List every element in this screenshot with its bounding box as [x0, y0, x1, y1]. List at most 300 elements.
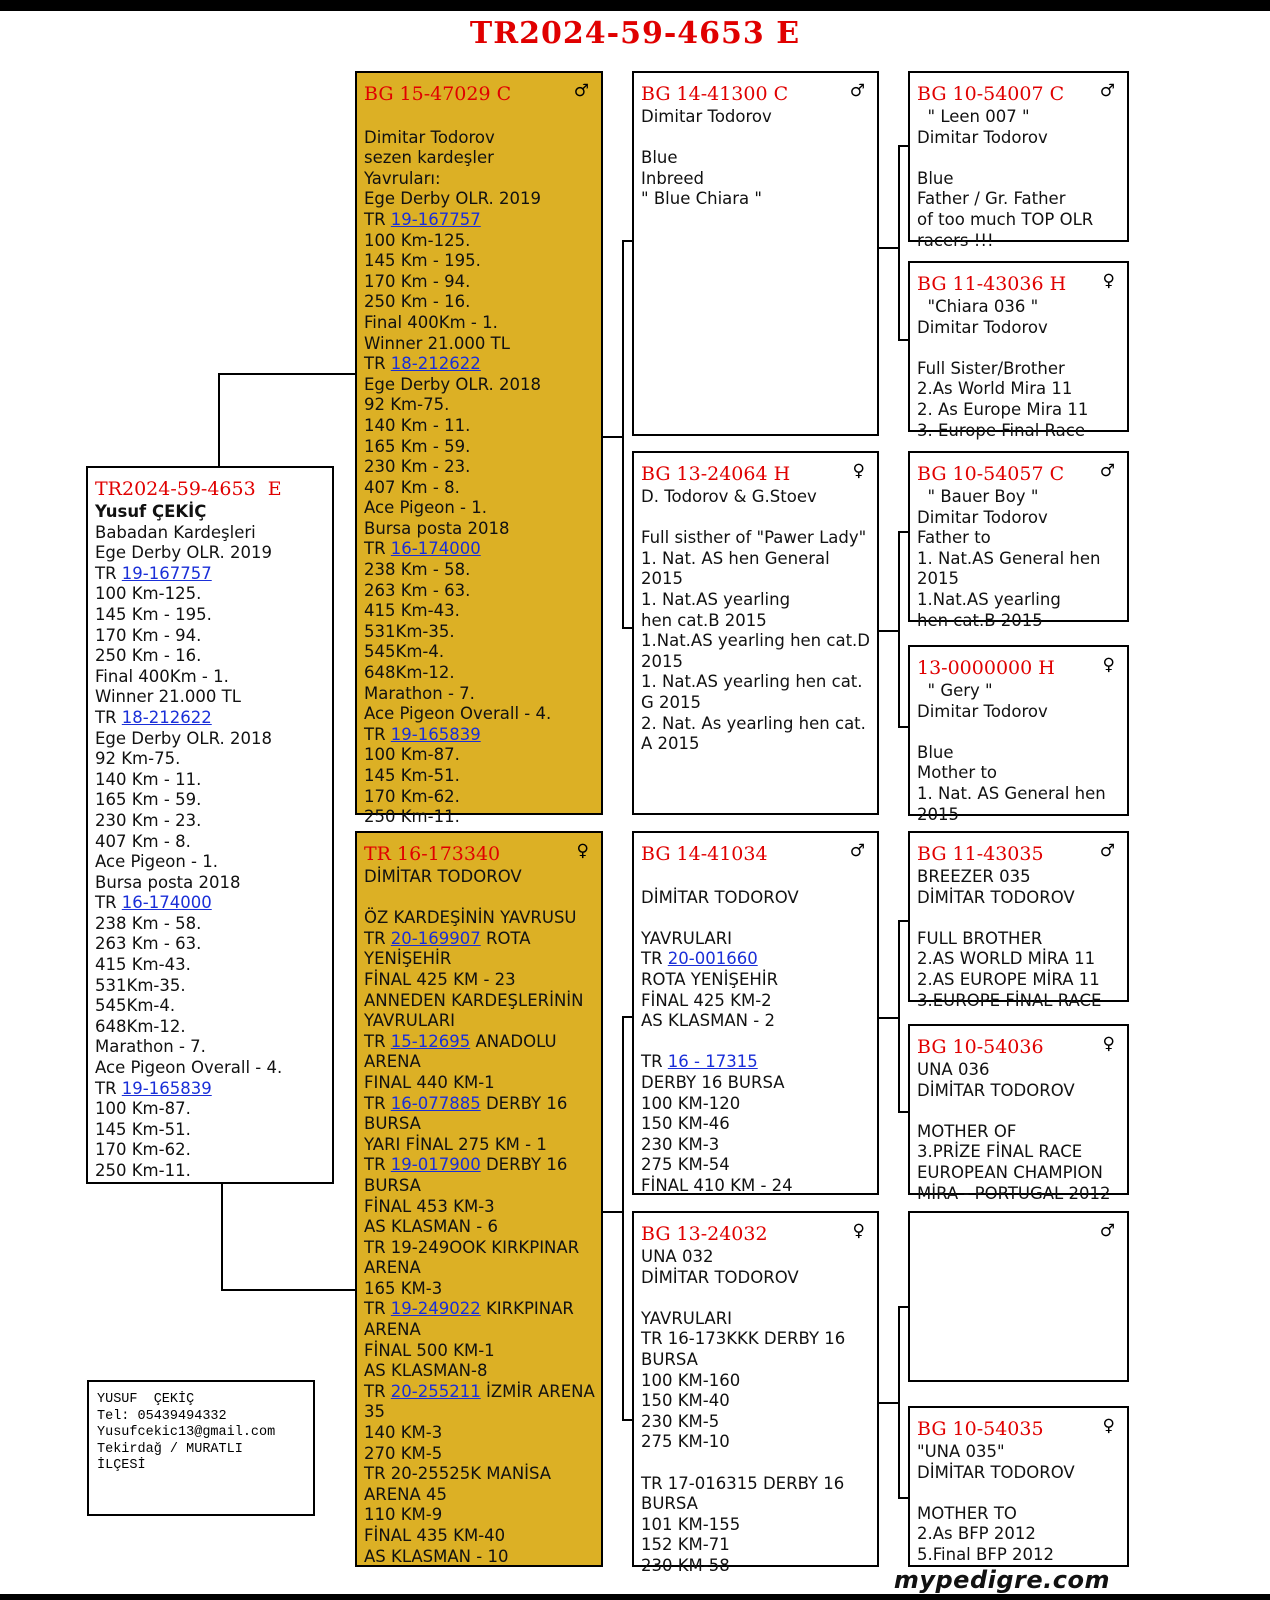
note-line: D. Todorov & G.Stoev	[641, 487, 817, 506]
ring-number: BG 10-54035	[917, 1418, 1044, 1440]
ring-number: TR2024-59-4653 E	[95, 478, 282, 500]
note-line	[641, 1453, 871, 1474]
note-line: 263 Km - 63.	[364, 580, 471, 600]
note-line	[364, 929, 595, 950]
subject-card[interactable]	[86, 466, 334, 1184]
connector	[602, 1211, 622, 1213]
note-line: Ace Pigeon - 1.	[364, 498, 488, 518]
connector	[878, 1017, 898, 1019]
note-line: 415 Km-43.	[364, 601, 460, 621]
connector	[898, 145, 908, 147]
note-line: YAVRULARI	[364, 1011, 456, 1031]
pedigree-notes	[641, 1247, 871, 1577]
note-line: Full sisther of "Pawer Lady"	[641, 528, 867, 548]
bottom-border	[0, 1594, 1270, 1600]
note-line	[641, 867, 871, 888]
note-line: 230 KM-58	[641, 1555, 730, 1575]
ring-link[interactable]: 20-169907	[390, 928, 481, 948]
pedigree-notes	[917, 1060, 1121, 1204]
ring-prefix: TR	[364, 1031, 391, 1051]
note-line: 531Km-35.	[95, 975, 186, 995]
pedigree-title: TR2024-59-4653 E	[469, 16, 801, 51]
note-line: 140 KM-3	[364, 1423, 443, 1443]
note-line: 3.PRİZE FİNAL RACE	[917, 1142, 1083, 1162]
male-icon: ♂	[1099, 841, 1115, 861]
note-line: 2015	[641, 569, 683, 589]
note-line: 1. Nat. AS hen General	[641, 548, 830, 568]
ring-prefix: TR	[364, 354, 391, 374]
note-line: 2.AS EUROPE MİRA 11	[917, 969, 1100, 989]
sire-sire-sire-card[interactable]	[908, 71, 1129, 250]
note-line: " Leen 007 "	[917, 107, 1030, 126]
note-line: 150 KM-40	[641, 1391, 730, 1411]
ring-prefix: TR	[364, 1155, 391, 1175]
note-line	[364, 1032, 595, 1053]
note-line: DİMİTAR TODOROV	[917, 887, 1075, 907]
contact-email: Yusufcekic13@gmail.com	[97, 1425, 276, 1440]
note-suffix: İZMİR ARENA	[480, 1381, 595, 1401]
ring-prefix: TR	[364, 724, 391, 744]
pedigree-notes	[917, 1442, 1121, 1566]
connector	[622, 240, 624, 628]
ring-number: BG 10-54007 C	[917, 83, 1065, 105]
female-icon: ♀	[852, 1221, 865, 1241]
ring-number: BG 13-24032	[641, 1223, 768, 1245]
note-line	[364, 210, 595, 231]
connector	[898, 339, 908, 341]
connector	[898, 531, 900, 727]
note-line	[641, 128, 871, 149]
ring-prefix: TR	[364, 1093, 391, 1113]
note-line: " Bauer Boy "	[917, 487, 1039, 506]
note-line: 250 Km-11.	[364, 807, 460, 827]
note-line: 2015	[917, 569, 959, 589]
ring-prefix: TR	[641, 949, 668, 969]
note-line: Dimitar Todorov	[917, 317, 1048, 337]
ring-link[interactable]: 18-212622	[390, 354, 481, 374]
connector	[898, 726, 908, 728]
note-line: ARENA	[364, 1258, 421, 1278]
note-line: Final 400Km - 1.	[95, 666, 229, 686]
note-line: 101 KM-155	[641, 1514, 741, 1534]
note-line: 92 Km-75.	[95, 749, 181, 769]
note-line: 263 Km - 63.	[95, 934, 202, 954]
note-line: Marathon - 7.	[364, 683, 475, 703]
note-line	[364, 354, 595, 375]
dam-sire-dam-card[interactable]	[908, 1024, 1129, 1203]
note-line	[917, 1101, 1121, 1122]
note-line: Yavruları:	[364, 168, 441, 188]
sire-dam-dam-card[interactable]	[908, 645, 1129, 824]
note-line: Dimitar Todorov	[917, 127, 1048, 147]
note-line: 270 KM-5	[364, 1443, 443, 1463]
ring-prefix: TR	[95, 1078, 122, 1098]
note-line: DERBY 16 BURSA	[641, 1072, 785, 1092]
note-line: AS KLASMAN - 6	[364, 1217, 498, 1237]
note-line	[364, 1382, 595, 1403]
note-line: UNA 032	[641, 1247, 714, 1266]
dam-dam-sire-card[interactable]	[908, 1211, 1129, 1382]
note-line	[364, 888, 595, 909]
note-line: hen cat.B 2015	[917, 610, 1043, 630]
note-line: ARENA	[364, 1320, 421, 1340]
note-line: ANNEDEN KARDEŞLERİNİN	[364, 990, 584, 1010]
sire-dam-sire-card[interactable]	[908, 451, 1129, 630]
note-line: 407 Km - 8.	[95, 831, 191, 851]
note-line: 3.EUROPE FİNAL RACE	[917, 990, 1102, 1010]
male-icon: ♂	[849, 841, 865, 861]
ring-prefix: TR	[95, 893, 122, 913]
note-line: 250 Km - 16.	[95, 646, 202, 666]
ring-link[interactable]: 16-077885	[390, 1093, 481, 1113]
ring-link[interactable]: 20-255211	[390, 1381, 481, 1401]
pedigree-notes	[641, 107, 871, 210]
sire-card[interactable]	[355, 71, 603, 827]
note-line: FİNAL 435 KM-40	[364, 1526, 506, 1545]
note-line: 275 KM-10	[641, 1432, 730, 1452]
note-line: ROTA YENİŞEHİR	[641, 969, 779, 989]
note-line: 250 Km - 16.	[364, 292, 471, 312]
note-line: 230 Km - 23.	[364, 457, 471, 477]
note-line: DİMİTAR TODOROV	[917, 1462, 1075, 1482]
ring-number	[917, 1223, 1121, 1247]
note-line: ARENA 45	[364, 1484, 448, 1504]
connector	[898, 1111, 908, 1113]
note-line: Dimitar Todorov	[364, 127, 495, 147]
note-line	[641, 1288, 871, 1309]
ring-link[interactable]: 19-249022	[390, 1299, 481, 1319]
connector	[622, 1419, 632, 1421]
contact-card	[87, 1380, 315, 1516]
ring-number: BG 15-47029 C	[364, 83, 512, 105]
note-line: " Gery "	[917, 681, 993, 700]
connector	[622, 240, 632, 242]
note-line: 531Km-35.	[364, 621, 455, 641]
note-line: 35	[364, 1402, 385, 1422]
note-line: YARI FİNAL 275 KM - 1	[364, 1134, 547, 1154]
note-line: BURSA	[641, 1494, 698, 1514]
note-line: AS KLASMAN - 10	[364, 1546, 509, 1566]
ring-number: TR 16-173340	[364, 843, 501, 865]
note-line: 407 Km - 8.	[364, 477, 460, 497]
pedigree-notes	[917, 681, 1121, 825]
note-line: 2. Nat. As yearling hen cat.	[641, 713, 866, 733]
note-line: 1. Nat.AS General hen	[917, 548, 1101, 568]
note-line: Father / Gr. Father	[917, 189, 1066, 209]
note-line: 5.Final BFP 2012	[917, 1544, 1055, 1564]
note-line: FINAL 440 KM-1	[364, 1072, 495, 1092]
note-line: Father to	[917, 528, 991, 548]
note-line: 170 Km-62.	[364, 786, 460, 806]
note-suffix: ROTA	[480, 928, 531, 948]
female-icon: ♀	[1102, 655, 1115, 675]
note-line: 1. Nat.AS yearling hen cat.	[641, 672, 863, 692]
ring-number: 13-0000000 H	[917, 657, 1055, 679]
note-line: BREEZER 035	[917, 867, 1031, 886]
ring-number: BG 13-24064 H	[641, 463, 791, 485]
note-line: Mother to	[917, 763, 998, 783]
note-suffix: ANADOLU	[470, 1031, 557, 1051]
note-line	[95, 564, 326, 585]
ring-prefix: TR	[95, 563, 122, 583]
ring-prefix: TR	[364, 1381, 391, 1401]
note-suffix: DERBY 16	[480, 1155, 568, 1175]
note-line	[641, 1032, 871, 1053]
note-line	[917, 148, 1121, 169]
note-line: A 2015	[641, 734, 700, 754]
note-line: sezen kardeşler	[364, 148, 494, 168]
note-line: Ege Derby OLR. 2019	[95, 543, 272, 563]
connector	[898, 145, 900, 340]
note-line: 165 Km - 59.	[95, 790, 202, 810]
note-line: 170 Km - 94.	[95, 625, 202, 645]
note-line: "UNA 035"	[917, 1442, 1005, 1461]
pedigree-notes	[364, 107, 595, 828]
connector	[622, 1016, 632, 1018]
connector	[622, 1016, 624, 1420]
note-line: YAVRULARI	[641, 1308, 733, 1328]
ring-prefix: TR	[364, 209, 391, 229]
note-line: 100 Km-87.	[364, 745, 460, 765]
note-line: 100 KM-120	[641, 1093, 741, 1113]
note-line: Babadan Kardeşleri	[95, 522, 256, 542]
ring-number: BG 10-54057 C	[917, 463, 1065, 485]
note-line: ARENA	[364, 1052, 421, 1072]
note-suffix: KIRKPINAR	[480, 1299, 574, 1319]
note-line: DİMİTAR TODOROV	[917, 1080, 1075, 1100]
sire-sire-card[interactable]	[632, 71, 879, 436]
female-icon: ♀	[576, 841, 589, 861]
note-line	[917, 908, 1121, 929]
note-line: 545Km-4.	[95, 996, 176, 1016]
note-line	[917, 338, 1121, 359]
connector	[218, 373, 220, 468]
note-line: 230 Km - 23.	[95, 810, 202, 830]
note-line: G 2015	[641, 692, 702, 712]
ring-link[interactable]: 16-174000	[121, 893, 212, 913]
note-line: BURSA	[641, 1349, 698, 1369]
note-line: YENİŞEHİR	[364, 949, 452, 969]
note-line: Ege Derby OLR. 2018	[95, 728, 272, 748]
sire-sire-dam-card[interactable]	[908, 261, 1129, 440]
note-line: 230 KM-5	[641, 1411, 720, 1431]
ring-number: BG 14-41300 C	[641, 83, 789, 105]
watermark: mypedigre.com	[893, 1566, 1110, 1594]
connector	[622, 627, 632, 629]
note-line: 1.Nat.AS yearling	[917, 589, 1061, 609]
connector	[898, 1497, 908, 1499]
note-line: 1. Nat.AS yearling	[641, 589, 791, 609]
note-line	[917, 722, 1121, 743]
dam-dam-card[interactable]	[632, 1211, 879, 1575]
note-line: Inbreed	[641, 168, 704, 188]
note-line: Marathon - 7.	[95, 1037, 206, 1057]
note-line: AS KLASMAN - 2	[641, 1011, 775, 1031]
dam-sire-card[interactable]	[632, 831, 879, 1195]
note-line: 92 Km-75.	[364, 395, 450, 415]
note-line: FİNAL 500 KM-1	[364, 1340, 495, 1360]
ring-prefix: TR	[364, 1299, 391, 1319]
note-line: racers !!!	[917, 230, 994, 250]
ring-link[interactable]: 20-001660	[667, 949, 758, 969]
ring-link[interactable]: 16 - 17315	[667, 1052, 758, 1072]
note-line: YAVRULARI	[641, 928, 733, 948]
note-line: 230 KM-3	[641, 1134, 720, 1154]
ring-link[interactable]: 16-174000	[390, 539, 481, 559]
note-line: TR 17-016315 DERBY 16	[641, 1473, 845, 1493]
connector	[898, 531, 908, 533]
ring-link[interactable]: 19-017900	[390, 1155, 481, 1175]
owner-name: Yusuf ÇEKİÇ	[95, 502, 207, 521]
note-line: Full Sister/Brother	[917, 358, 1065, 378]
note-line: 1.Nat.AS yearling hen cat.D	[641, 631, 870, 651]
note-line: 2015	[917, 804, 959, 824]
note-line: 110 KM-9	[364, 1505, 443, 1525]
note-line	[364, 107, 595, 128]
dam-sire-sire-card[interactable]	[908, 831, 1129, 1010]
pedigree-notes	[641, 867, 871, 1197]
note-line: 545Km-4.	[364, 642, 445, 662]
ring-link[interactable]: 19-165839	[121, 1078, 212, 1098]
note-line: FİNAL 425 KM - 23	[364, 969, 516, 989]
dam-dam-dam-card[interactable]	[908, 1406, 1129, 1567]
note-line	[364, 1155, 595, 1176]
note-line: hen cat.B 2015	[641, 610, 767, 630]
note-line: Bursa posta 2018	[95, 872, 241, 892]
female-icon: ♀	[1102, 1034, 1115, 1054]
ring-prefix: TR	[95, 707, 122, 727]
note-line: Ege Derby OLR. 2019	[364, 189, 541, 209]
note-line: 100 Km-125.	[364, 230, 471, 250]
pedigree-notes	[917, 297, 1121, 441]
note-line: 275 KM-54	[641, 1155, 730, 1175]
note-line: 145 Km - 195.	[364, 251, 481, 271]
connector	[898, 1306, 900, 1498]
connector	[221, 1289, 355, 1291]
contact-phone: Tel: 05439494332	[97, 1408, 227, 1424]
note-line: Dimitar Todorov	[917, 701, 1048, 721]
note-line: 1. Nat. AS General hen	[917, 783, 1106, 803]
ring-prefix: TR	[364, 539, 391, 559]
note-line: 170 Km - 94.	[364, 271, 471, 291]
ring-link[interactable]: 19-167757	[390, 209, 481, 229]
connector	[898, 920, 900, 1112]
note-line	[364, 539, 595, 560]
connector	[878, 1402, 898, 1404]
note-line: MİRA - PORTUGAL 2012	[917, 1183, 1111, 1203]
note-line: UNA 036	[917, 1060, 990, 1079]
note-line: EUROPEAN CHAMPION	[917, 1162, 1103, 1182]
note-line: 648Km-12.	[95, 1016, 186, 1036]
note-line: 2. As Europe Mira 11	[917, 399, 1089, 419]
male-icon: ♂	[573, 81, 589, 101]
note-line: Ace Pigeon Overall - 4.	[364, 704, 552, 724]
male-icon: ♂	[1099, 81, 1115, 101]
note-line	[364, 725, 595, 746]
note-line: Dimitar Todorov	[917, 507, 1048, 527]
note-line: DİMİTAR TODOROV	[641, 1267, 799, 1287]
note-line: Winner 21.000 TL	[364, 333, 510, 353]
note-line: 145 Km - 195.	[95, 604, 212, 624]
note-line: FİNAL 453 KM-3	[364, 1196, 495, 1216]
note-line: 152 KM-71	[641, 1535, 730, 1555]
connector	[218, 373, 355, 375]
note-line: MOTHER OF	[917, 1121, 1017, 1141]
note-line: 2.As BFP 2012	[917, 1524, 1036, 1544]
dam-card[interactable]	[355, 831, 603, 1567]
note-line: 140 Km - 11.	[95, 769, 202, 789]
note-line: 3. Europe Final Race	[917, 420, 1085, 440]
ring-link[interactable]: 19-167757	[121, 563, 212, 583]
note-line: 648Km-12.	[364, 663, 455, 683]
pedigree-notes	[641, 487, 871, 755]
pedigree-notes	[364, 867, 595, 1567]
note-line	[364, 1094, 595, 1115]
ring-prefix: TR	[641, 1052, 668, 1072]
note-line: Blue	[641, 148, 678, 168]
male-icon: ♂	[1099, 461, 1115, 481]
contact-city: Tekirdağ / MURATLI	[97, 1441, 243, 1457]
ring-number: BG 11-43035	[917, 843, 1044, 865]
ring-number: BG 10-54036	[917, 1036, 1044, 1058]
note-line: Dimitar Todorov	[641, 107, 772, 126]
note-line: 145 Km-51.	[364, 766, 460, 785]
note-line: 150 KM-46	[641, 1114, 730, 1134]
connector	[898, 1306, 908, 1308]
connector	[878, 630, 898, 632]
note-line	[641, 1052, 871, 1073]
note-line	[364, 1299, 595, 1320]
note-line: Final 400Km - 1.	[364, 312, 498, 332]
note-line: 145 Km-51.	[95, 1119, 191, 1139]
note-line	[95, 1079, 326, 1100]
pedigree-notes	[917, 107, 1121, 251]
female-icon: ♀	[1102, 1416, 1115, 1436]
connector	[878, 247, 898, 249]
pedigree-notes	[917, 487, 1121, 631]
note-line	[641, 908, 871, 929]
note-line: Ege Derby OLR. 2018	[364, 374, 541, 394]
note-line: 250 Km-11.	[95, 1161, 191, 1180]
note-line: 140 Km - 11.	[364, 415, 471, 435]
note-line: Ace Pigeon - 1.	[95, 852, 219, 872]
note-line: Bursa posta 2018	[364, 518, 510, 538]
note-line: TR 19-249OOK KIRKPINAR	[364, 1237, 580, 1257]
female-icon: ♀	[1102, 271, 1115, 291]
connector	[602, 436, 622, 438]
note-line: "Chiara 036 "	[917, 297, 1039, 316]
sire-dam-card[interactable]	[632, 451, 879, 815]
ring-number: BG 11-43036 H	[917, 273, 1067, 295]
connector	[898, 920, 908, 922]
note-line: 100 KM-160	[641, 1370, 741, 1390]
ring-link[interactable]: 19-165839	[390, 724, 481, 744]
ring-link[interactable]: 15-12695	[390, 1031, 471, 1051]
note-line: BURSA	[364, 1175, 421, 1195]
note-line: AS KLASMAN-8	[364, 1361, 488, 1381]
note-line: BURSA	[364, 1114, 421, 1134]
female-icon: ♀	[852, 461, 865, 481]
ring-link[interactable]: 18-212622	[121, 707, 212, 727]
note-line: DİMİTAR TODOROV	[641, 887, 799, 907]
note-line: Blue	[917, 742, 954, 762]
ring-prefix: TR	[364, 928, 391, 948]
pedigree-notes	[917, 867, 1121, 1011]
note-line: FULL BROTHER	[917, 928, 1043, 948]
note-line: 238 Km - 58.	[364, 560, 471, 580]
note-line: Blue	[917, 168, 954, 188]
male-icon: ♂	[1099, 1221, 1115, 1241]
